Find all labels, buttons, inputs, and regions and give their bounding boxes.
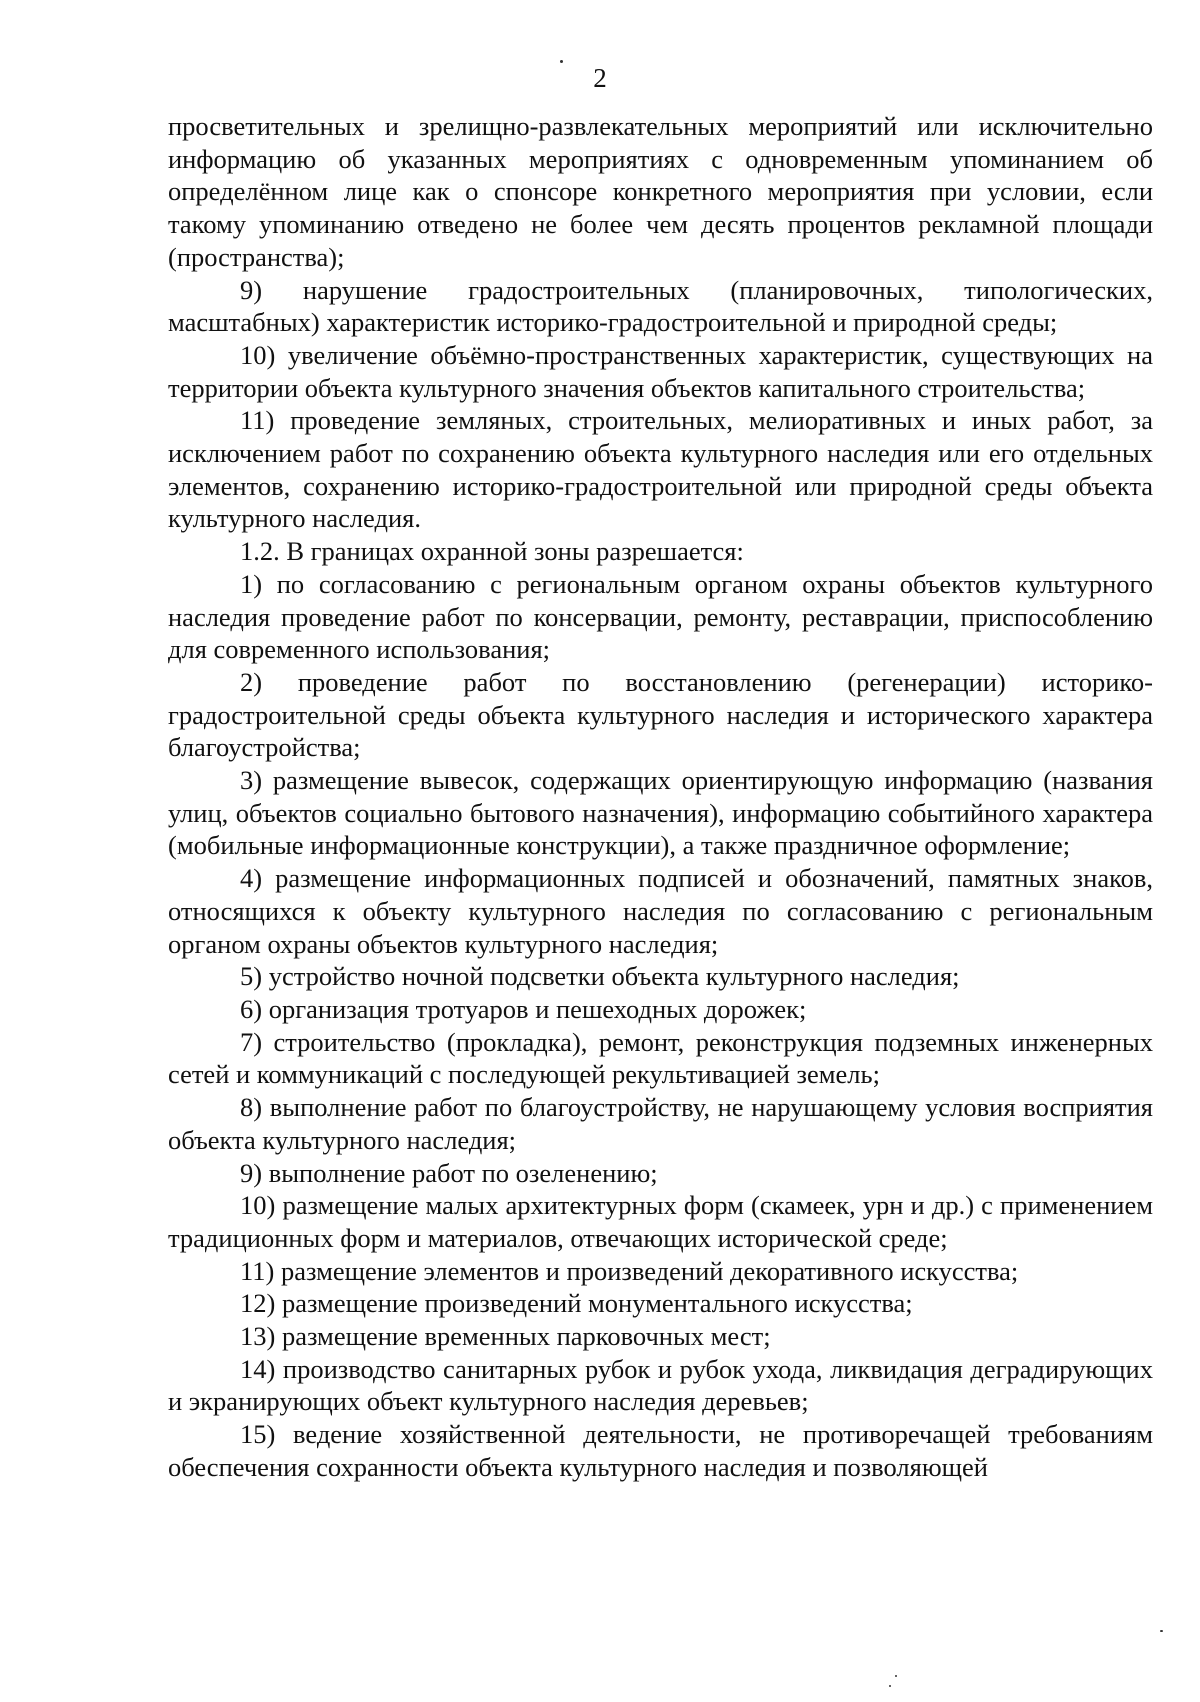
allowed-item-8: 8) выполнение работ по благоустройству, не нарушающему условия восприятия объекта культурного наследия; xyxy=(168,1092,1153,1155)
section-heading-1-2: 1.2. В границах охранной зоны разрешается: xyxy=(240,536,744,567)
scan-speck xyxy=(560,60,563,63)
allowed-item-15: 15) ведение хозяйственной деятельности, не противоречащей требованиям обеспечения сохранности объекта культурного наследия и позволяющей xyxy=(168,1419,1153,1482)
allowed-item-5: 5) устройство ночной подсветки объекта культурного наследия; xyxy=(240,961,960,992)
allowed-item-4: 4) размещение информационных подписей и обозначений, памятных знаков, относящихся к объекту культурного наследия по согласованию с региональным органом охраны объектов культурного наследия; xyxy=(168,863,1153,959)
allowed-item-3: 3) размещение вывесок, содержащих ориентирующую информацию (названия улиц, объектов социально бытового назначения), информацию событийного характера (мобильные информационные конструкции), а также праздничное оформление; xyxy=(168,765,1153,861)
allowed-item-14: 14) производство санитарных рубок и рубок ухода, ликвидация деградирующих и экранирующих объект культурного наследия деревьев; xyxy=(168,1353,1153,1417)
page-number: 2 xyxy=(593,63,607,93)
paragraph-continuation: просветительных и зрелищно-развлекательных мероприятий или исключительно информацию об указанных мероприятиях с одновременным упоминанием об определённом лице как о спонсоре конкретного мероприятия при условии, если такому упоминанию отведено не более чем десять процентов рекламной площади (пространства); xyxy=(168,111,1153,272)
allowed-item-6: 6) организация тротуаров и пешеходных дорожек; xyxy=(240,993,807,1024)
allowed-item-1: 1) по согласованию с региональным органом охраны объектов культурного наследия проведение работ по консервации, ремонту, реставрации, приспособлению для современного использования; xyxy=(168,568,1153,665)
scan-speck xyxy=(895,1675,897,1677)
document-body xyxy=(168,110,1153,1484)
allowed-item-12: 12) размещение произведений монументального искусства; xyxy=(240,1288,913,1319)
allowed-item-11: 11) размещение элементов и произведений декоративного искусства; xyxy=(240,1255,1019,1286)
allowed-item-2: 2) проведение работ по восстановлению (регенерации) историко-градостроительной среды объекта культурного наследия и исторического характера благоустройства; xyxy=(168,666,1153,763)
scan-speck xyxy=(1160,1630,1163,1632)
allowed-item-9: 9) выполнение работ по озеленению; xyxy=(240,1157,658,1188)
paragraph-item-11: 11) проведение земляных, строительных, мелиоративных и иных работ, за исключением работ по сохранению объекта культурного наследия или его отдельных элементов, сохранению историко-градостроительной или природной среды объекта культурного наследия. xyxy=(168,405,1153,534)
paragraph-item-9: 9) нарушение градостроительных (планировочных, типологических, масштабных) характеристик историко-градостроительной и природной среды; xyxy=(168,274,1153,338)
paragraph-item-10: 10) увеличение объёмно-пространственных характеристик, существующих на территории объекта культурного значения объектов капитального строительства; xyxy=(168,339,1153,403)
allowed-item-10: 10) размещение малых архитектурных форм (скамеек, урн и др.) с применением традиционных форм и материалов, отвечающих исторической среде; xyxy=(168,1190,1153,1253)
scan-speck xyxy=(889,1685,891,1687)
allowed-item-7: 7) строительство (прокладка), ремонт, реконструкция подземных инженерных сетей и коммуникаций с последующей рекультивацией земель; xyxy=(168,1026,1153,1090)
allowed-item-13: 13) размещение временных парковочных мест; xyxy=(240,1321,771,1352)
